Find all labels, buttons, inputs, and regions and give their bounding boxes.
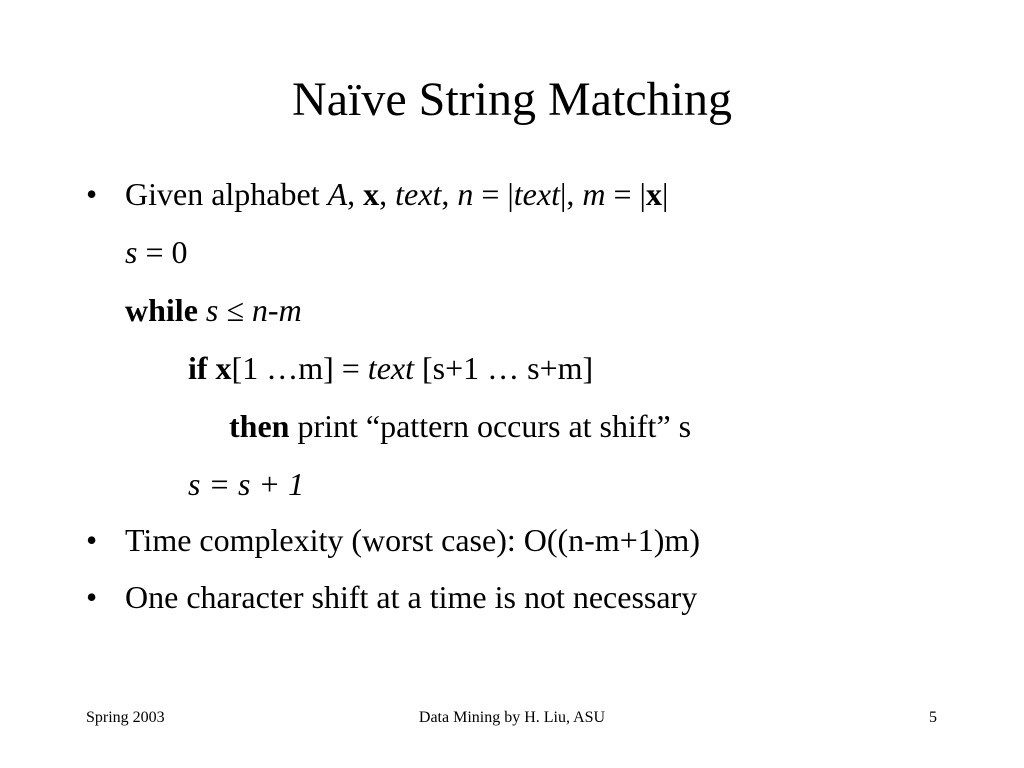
equals-bar: = | [473, 176, 514, 212]
closing-bar: | [661, 176, 669, 212]
n-symbol: n [457, 176, 474, 212]
if-index: [1 …m] = [231, 350, 368, 386]
pattern-symbol: x [645, 176, 662, 212]
comma: , [441, 176, 458, 212]
bullet-time-complexity: Time complexity (worst case): O((n-m+1)m) [125, 522, 700, 558]
m-symbol: m [582, 176, 606, 212]
given-line [125, 174, 668, 214]
comma: , [347, 176, 364, 212]
bullet-marker: • [86, 579, 98, 615]
while-keyword: while [125, 292, 198, 328]
given-prefix: Given alphabet [125, 176, 328, 212]
pattern-symbol: x [363, 176, 380, 212]
footer-course: Data Mining by H. Liu, ASU [418, 709, 606, 726]
then-line [229, 406, 691, 446]
bullet-shift-note: One character shift at a time is not necessary [125, 579, 698, 615]
init-value: = 0 [137, 234, 188, 270]
increment-line [188, 464, 304, 504]
pattern-symbol: x [215, 350, 232, 386]
space [198, 292, 206, 328]
text-symbol: text [395, 176, 442, 212]
alphabet-symbol: A [327, 176, 348, 212]
text-symbol: text [513, 176, 560, 212]
then-action: print “pattern occurs at shift” s [289, 408, 692, 444]
then-keyword: then [229, 408, 290, 444]
if-keyword: if [188, 350, 208, 386]
init-line [125, 232, 188, 272]
text-symbol: text [367, 350, 414, 386]
while-condition: s ≤ n-m [205, 292, 302, 328]
if-line [188, 348, 593, 388]
slide-title: Naïve String Matching [292, 73, 732, 126]
if-range: [s+1 … s+m] [413, 350, 594, 386]
increment-expression: s = s + 1 [188, 466, 305, 502]
space [208, 350, 216, 386]
page-number: 5 [929, 709, 937, 726]
bullet-marker: • [86, 522, 98, 558]
while-line [125, 290, 302, 330]
comma: , [379, 176, 396, 212]
s-symbol: s [125, 234, 138, 270]
bullet-marker: • [86, 176, 98, 212]
bar-comma: |, [559, 176, 583, 212]
equals-bar: = | [605, 176, 646, 212]
footer-date: Spring 2003 [86, 709, 165, 726]
